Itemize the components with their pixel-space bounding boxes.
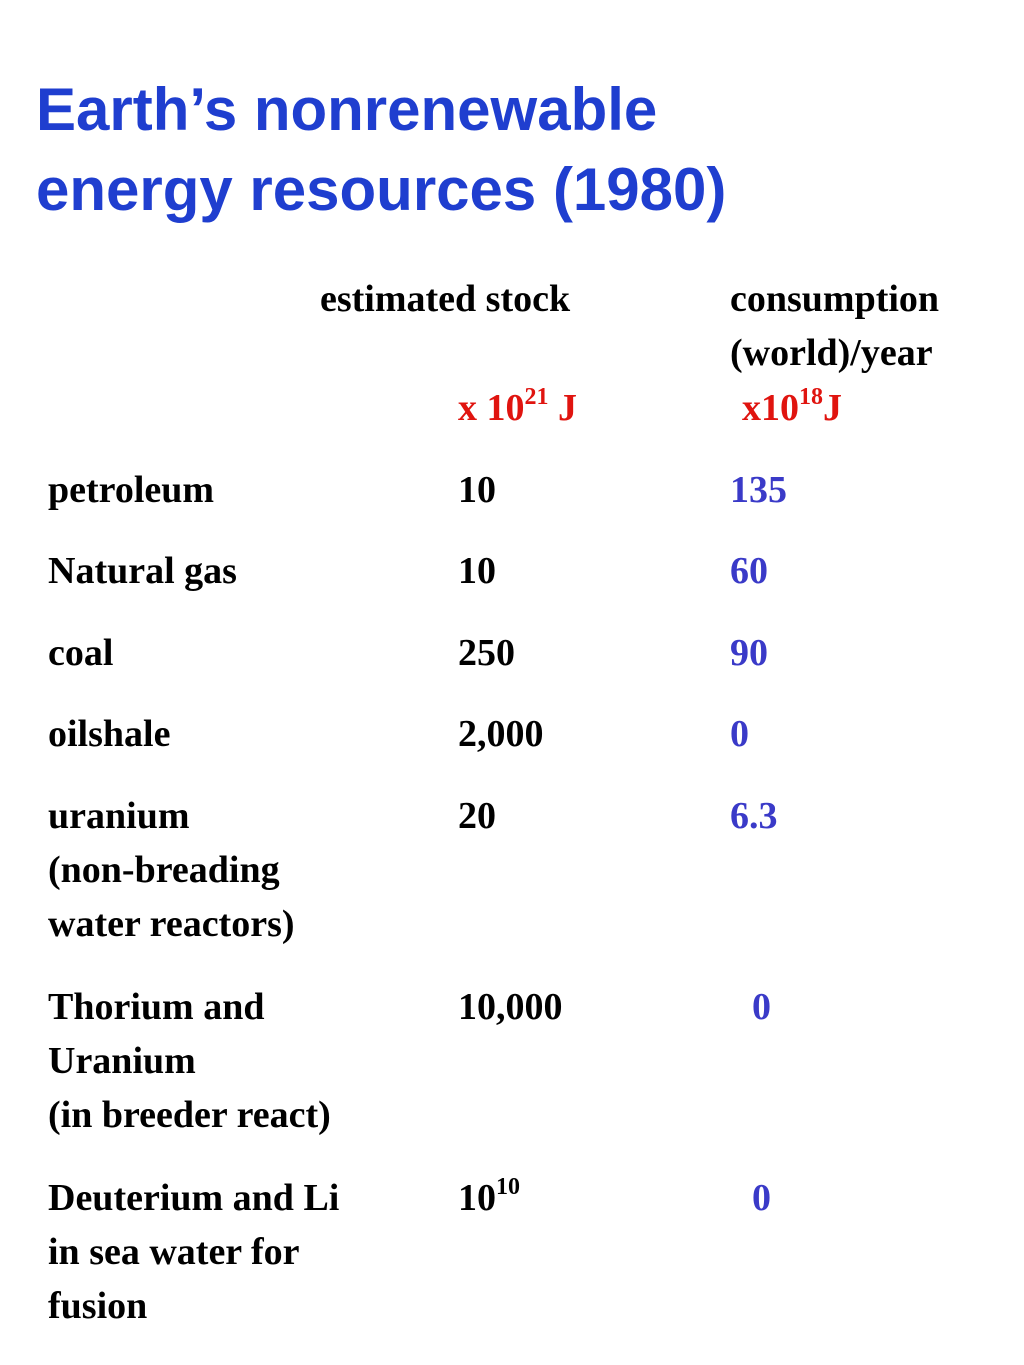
resource-name-deuterium-li xyxy=(48,1171,339,1333)
resource-name-line: uranium xyxy=(48,795,190,837)
resource-name-uranium xyxy=(48,789,295,951)
resource-name-line: (non-breading xyxy=(48,849,280,891)
resource-name-line: water reactors) xyxy=(48,903,295,945)
resource-name-petroleum xyxy=(48,463,214,517)
consumption-value-natural-gas: 60 xyxy=(730,550,768,592)
stock-value-uranium: 20 xyxy=(458,795,496,837)
stock-unit-exponent: 21 xyxy=(524,384,549,411)
stock-unit-prefix: x 10 xyxy=(458,387,525,429)
resource-name-line: Uranium xyxy=(48,1040,196,1082)
stock-value-coal: 250 xyxy=(458,632,515,674)
title-line-1: Earth’s nonrenewable xyxy=(36,76,658,143)
consumption-value-petroleum: 135 xyxy=(730,469,787,511)
consumption-unit-exponent: 18 xyxy=(799,384,823,411)
resource-name-line: coal xyxy=(48,632,114,674)
stock-value-thorium-uranium: 10,000 xyxy=(458,986,563,1028)
resource-name-line: oilshale xyxy=(48,713,171,755)
resource-name-thorium-uranium xyxy=(48,980,331,1142)
stock-value-petroleum: 10 xyxy=(458,469,496,511)
consumption-unit-prefix: x10 xyxy=(742,387,799,429)
consumption-unit xyxy=(742,381,842,435)
consumption-value-deuterium-li: 0 xyxy=(752,1177,771,1219)
consumption-header-line-2: (world)/year xyxy=(730,332,933,374)
stock-value-exponent: 10 xyxy=(496,1174,520,1201)
consumption-value-thorium-uranium: 0 xyxy=(752,986,771,1028)
stock-value-oilshale: 2,000 xyxy=(458,713,544,755)
resource-name-coal xyxy=(48,626,113,680)
stock-unit xyxy=(458,381,577,435)
column-header-stock: estimated stock xyxy=(320,278,571,320)
stock-unit-suffix: J xyxy=(548,387,577,429)
consumption-header-line-1: consumption xyxy=(730,278,940,320)
page-title xyxy=(36,70,996,230)
resource-name-line: fusion xyxy=(48,1285,148,1327)
consumption-value-uranium: 6.3 xyxy=(730,795,778,837)
resource-name-line: petroleum xyxy=(48,469,215,511)
title-line-2: energy resources (1980) xyxy=(36,156,727,223)
stock-value-base: 10 xyxy=(458,1177,496,1219)
consumption-value-oilshale: 0 xyxy=(730,713,749,755)
stock-value-deuterium-li xyxy=(458,1171,520,1225)
resource-name-line: Deuterium and Li xyxy=(48,1177,340,1219)
consumption-value-coal: 90 xyxy=(730,632,768,674)
column-header-consumption xyxy=(730,272,939,380)
resource-name-line: in sea water for xyxy=(48,1231,300,1273)
stock-value-natural-gas: 10 xyxy=(458,550,496,592)
resource-name-natural-gas xyxy=(48,544,237,598)
resource-name-line: (in breeder react) xyxy=(48,1094,331,1136)
resource-name-oilshale xyxy=(48,707,170,761)
resource-name-line: Natural gas xyxy=(48,550,237,592)
resource-name-line: Thorium and xyxy=(48,986,265,1028)
consumption-unit-suffix: J xyxy=(823,387,842,429)
